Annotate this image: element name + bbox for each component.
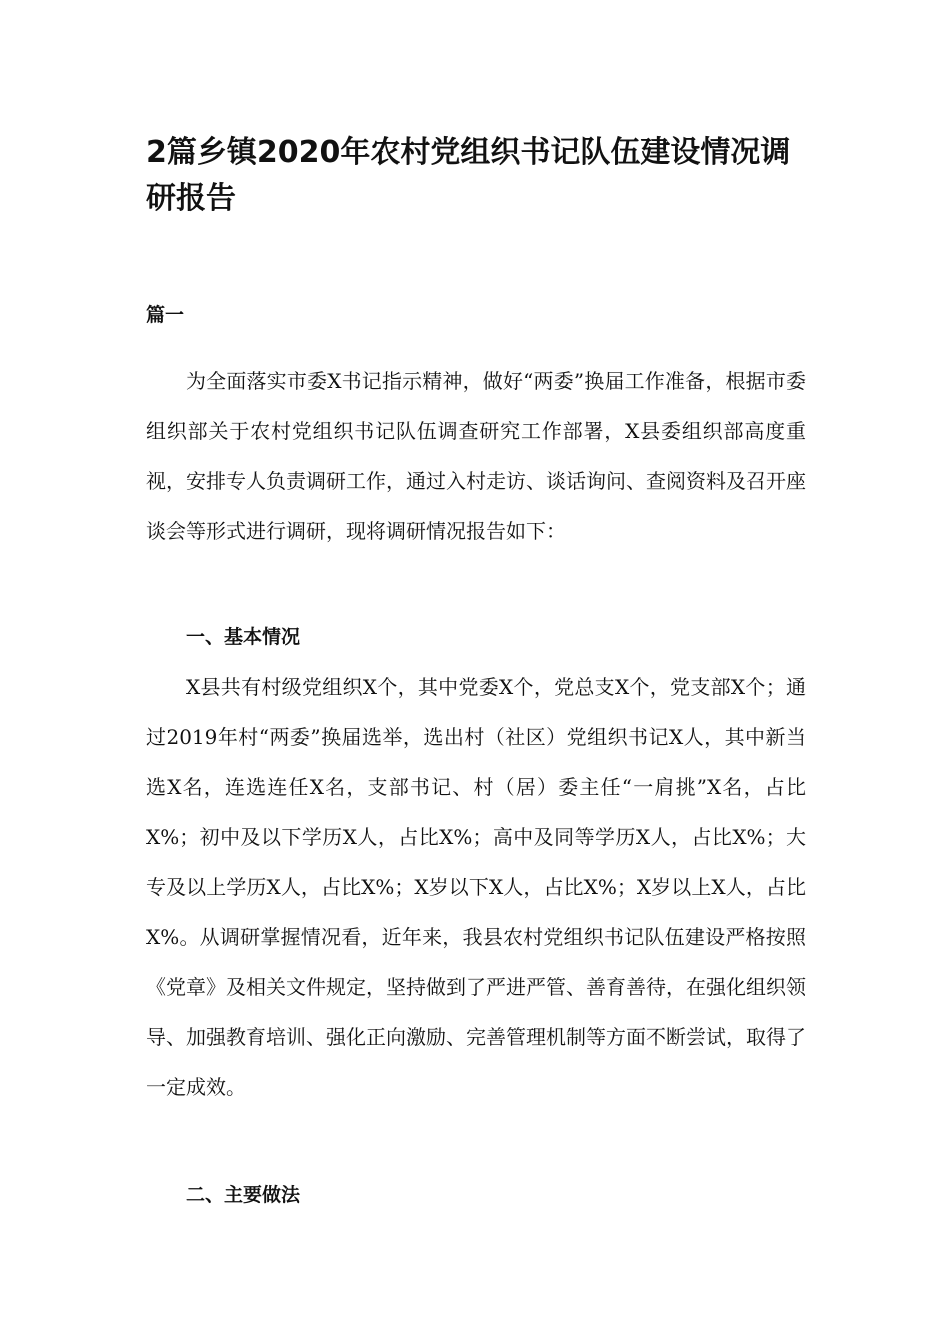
section-paragraph-basic-situation: X县共有村级党组织X个，其中党委X个，党总支X个，党支部X个；通过2019年村“两委”换届选举，选出村（社区）党组织书记X人，其中新当选X名，连选连任X名，支部书记、村（居）委主任“一肩挑”X名，占比X%；初中及以下学历X人，占比X%；高中及同等学历X人，占比X%；大专及以上学历X人，占比X%；X岁以下X人，占比X%；X岁以上X人，占比X%。从调研掌握情况看，近年来，我县农村党组织书记队伍建设严格按照《党章》及相关文件规定，坚持做到了严进严管、善育善待，在强化组织领导、加强教育培训、强化正向激励、完善管理机制等方面不断尝试，取得了一定成效。: [146, 675, 806, 1099]
document-body: [146, 130, 806, 1206]
intro-paragraph: 为全面落实市委X书记指示精神，做好“两委”换届工作准备，根据市委组织部关于农村党组织书记队伍调查研究工作部署，X县委组织部高度重视，安排专人负责调研工作，通过入村走访、谈话询问、查阅资料及召开座谈会等形式进行调研，现将调研情况报告如下：: [146, 369, 806, 543]
part-heading: 篇一: [146, 304, 185, 326]
section-heading-main-practices: 二、主要做法: [186, 1184, 301, 1206]
document-title: 2篇乡镇2020年农村党组织书记队伍建设情况调研报告: [146, 135, 791, 216]
section-heading-basic-situation: 一、基本情况: [186, 626, 301, 648]
